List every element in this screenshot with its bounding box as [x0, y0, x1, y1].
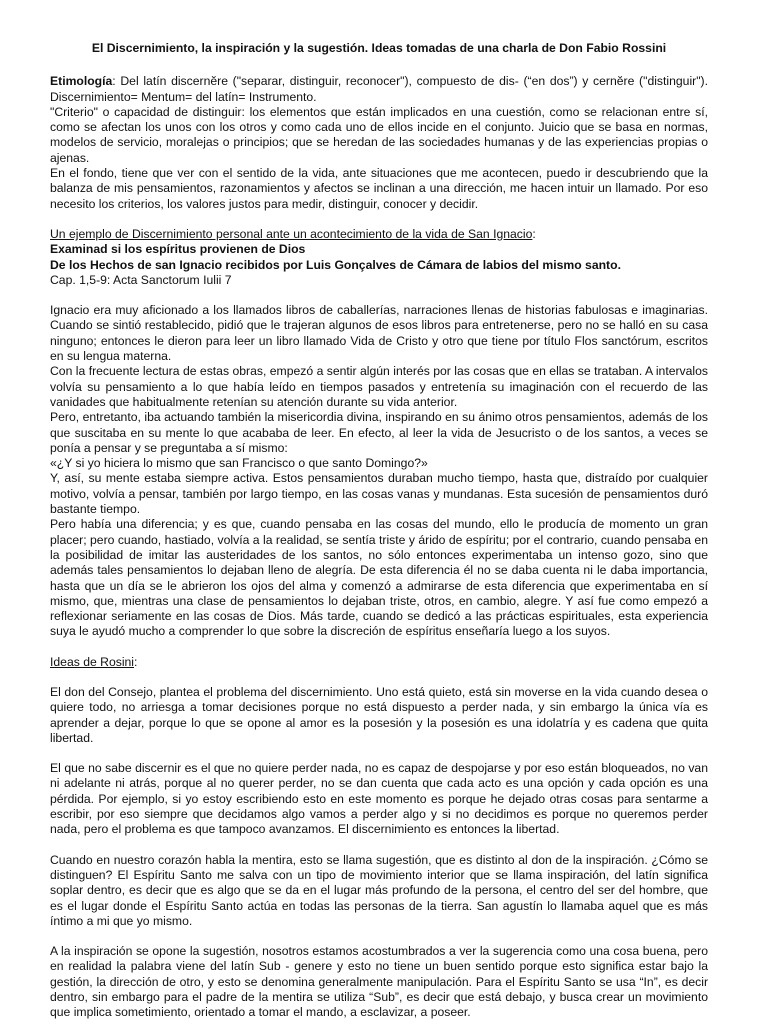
ejemplo-heading [50, 227, 708, 242]
rosini-paragraph-1: El don del Consejo, plantea el problema del discernimiento. Uno está quieto, está sin moverse en la vida cuando desea o quiere todo, no arriesga a tomar decisiones porque no está dispuesto a perder nada, y sin embargo la única vía es aprender a dejar, porque lo que se opone al amor es la posesión y la posesión es una idolatría y es cadena que quita libertad. [50, 684, 708, 745]
rosini-heading [50, 655, 708, 670]
spacer [50, 929, 708, 944]
ignacio-quote: «¿Y si yo hiciera lo mismo que san Francisco o que santo Domingo?» [50, 456, 428, 471]
ejemplo-bold-line-1: Examinad si los espíritus provienen de Dios [50, 242, 306, 257]
document-title: El Discernimiento, la inspiración y la sugestión. Ideas tomadas de una charla de Don Fabio Rossini [91, 41, 667, 55]
etimologia-paragraph [50, 74, 708, 105]
fondo-paragraph: En el fondo, tiene que ver con el sentido de la vida, ante situaciones que me acontecen, puedo ir descubriendo que la balanza de mis pensamientos, razonamientos y afectos se inclinan a una dirección, me hacen intuir un llamado. Por eso necesito los criterios, los valores justos para medir, distinguir, conocer y decidir. [50, 166, 708, 211]
spacer [50, 288, 708, 303]
rosini-heading-colon: : [134, 654, 138, 669]
ignacio-paragraph-2: Con la frecuente lectura de estas obras, empezó a sentir algún interés por las cosas que en ellas se trataban. A intervalos volvía su pensamiento a lo que había leído en tiempos pasados y entretenía su imaginación con el recuerdo de las vanidades que habitualmente retenían su atención durante su vida anterior. [50, 364, 708, 409]
ejemplo-citation: Cap. 1,5-9: Acta Sanctorum Iulii 7 [50, 272, 232, 287]
spacer [50, 746, 708, 761]
spacer [50, 212, 708, 227]
etimologia-label: Etimología [50, 74, 113, 89]
ignacio-paragraph-3: Pero, entretanto, iba actuando también la misericordia divina, inspirando en su ánimo otros pensamientos, además de los que suscitaba en su mente lo que acababa de leer. En efecto, al leer la vida de Jesucristo o de los santos, a veces se ponía a pensar y se preguntaba a sí mismo: [50, 410, 708, 455]
ejemplo-heading-colon: : [532, 226, 536, 241]
rosini-paragraph-3: Cuando en nuestro corazón habla la mentira, esto se llama sugestión, que es distinto al don de la inspiración. ¿Cómo se distinguen? El Espíritu Santo me salva con un tipo de movimiento interior que se llama inspiración, del latín significa soplar dentro, es decir que es algo que se da en el lugar más profundo de la persona, el centro del ser del hombre, que es el lugar donde el Espíritu Santo actúa en todas las personas de la tierra. San agustín lo llamaba aquel que es más íntimo a mi que yo mismo. [50, 852, 708, 928]
rosini-paragraph-4: A la inspiración se opone la sugestión, nosotros estamos acostumbrados a ver la sugerencia como una cosa buena, pero en realidad la palabra viene del latín Sub - genere y esto no tiene un buen sentido porque esto significa estar bajo la gestión, la dirección de otro, y esto se denomina generalmente manipulación. Para el Espíritu Santo se usa “In”, es decir dentro, sin embargo para el padre de la mentira se utiliza “Sub”, es decir que está debajo, y busca crear un movimiento que implica sometimiento, orientado a tomar el mando, a esclavizar, a poseer. [50, 944, 708, 1020]
rosini-paragraph-2: El que no sabe discernir es el que no quiere perder nada, no es capaz de despojarse y por eso están bloqueados, no van ni adelante ni atrás, porque al no querer perder, no se dan cuenta que cada acto es una opción y cada opción es una pérdida. Por ejemplo, si yo estoy escribiendo esto en este momento es porque he dejado otras cosas para sentarme a escribir, por eso siempre que decidamos algo vamos a perder algo y si no decidimos es porque no queremos perder nada, pero el problema es que tampoco avanzamos. El discernimiento es entonces la libertad. [50, 761, 708, 837]
ignacio-paragraph-1: Ignacio era muy aficionado a los llamados libros de caballerías, narraciones llenas de historias fabulosas e imaginarias. Cuando se sintió restablecido, pidió que le trajeran algunos de esos libros para entretenerse, pero no se halló en su casa ninguno; entonces le dieron para leer un libro llamado Vida de Cristo y otro que tiene por título Flos sanctórum, escritos en su lengua materna. [50, 303, 708, 364]
ignacio-paragraph-4: Y, así, su mente estaba siempre activa. Estos pensamientos duraban mucho tiempo, hasta que, distraído por cualquier motivo, volvía a pensar, también por largo tiempo, en las cosas vanas y mundanas. Esta sucesión de pensamientos duró bastante tiempo. [50, 471, 708, 517]
spacer [50, 838, 708, 853]
etimologia-text: : Del latín discernĕre ("separar, distinguir, reconocer"), compuesto de dis- (“en dos”) y cernĕre ("distinguir"). Discernimiento= Mentum= del latín= Instrumento. [50, 74, 708, 104]
criterio-paragraph: "Criterio" o capacidad de distinguir: los elementos que están implicados en una cuestión, como se relacionan entre sí, como se afectan los unos con los otros y como cada uno de ellos incide en el conjunto. Juicio que se basa en normas, modelos de servicio, moralejas o principios; que se heredan de las sociedades humanas y de las experiencias propias o ajenas. [50, 104, 708, 165]
ejemplo-bold-line-2: De los Hechos de san Ignacio recibidos por Luis Gonçalves de Cámara de labios del mismo santo. [50, 257, 621, 272]
ignacio-paragraph-5: Pero había una diferencia; y es que, cuando pensaba en las cosas del mundo, ello le producía de momento un gran placer; pero cuando, hastiado, volvía a la realidad, se sentía triste y árido de espíritu; por el contrario, cuando pensaba en la posibilidad de imitar las austeridades de los santos, no sólo entonces experimentaba un intenso gozo, sino que además tales pensamientos lo dejaban lleno de alegría. De esta diferencia él no se daba cuenta ni le daba importancia, hasta que un día se le abrieron los ojos del alma y comenzó a admirarse de esta diferencia que experimentaba en sí mismo, que, mientras una clase de pensamientos lo dejaban triste, otros, en cambio, alegre. Y así fue como empezó a reflexionar seriamente en las cosas de Dios. Más tarde, cuando se dedicó a las prácticas espirituales, esta experiencia suya le ayudó mucho a comprender lo que sobre la discreción de espíritus enseñaría luego a los suyos. [50, 517, 708, 639]
rosini-heading-text: Ideas de Rosini [50, 654, 135, 669]
spacer [50, 640, 708, 655]
ejemplo-heading-text: Un ejemplo de Discernimiento personal ante un acontecimiento de la vida de San Ignacio [50, 226, 533, 241]
spacer [50, 670, 708, 685]
